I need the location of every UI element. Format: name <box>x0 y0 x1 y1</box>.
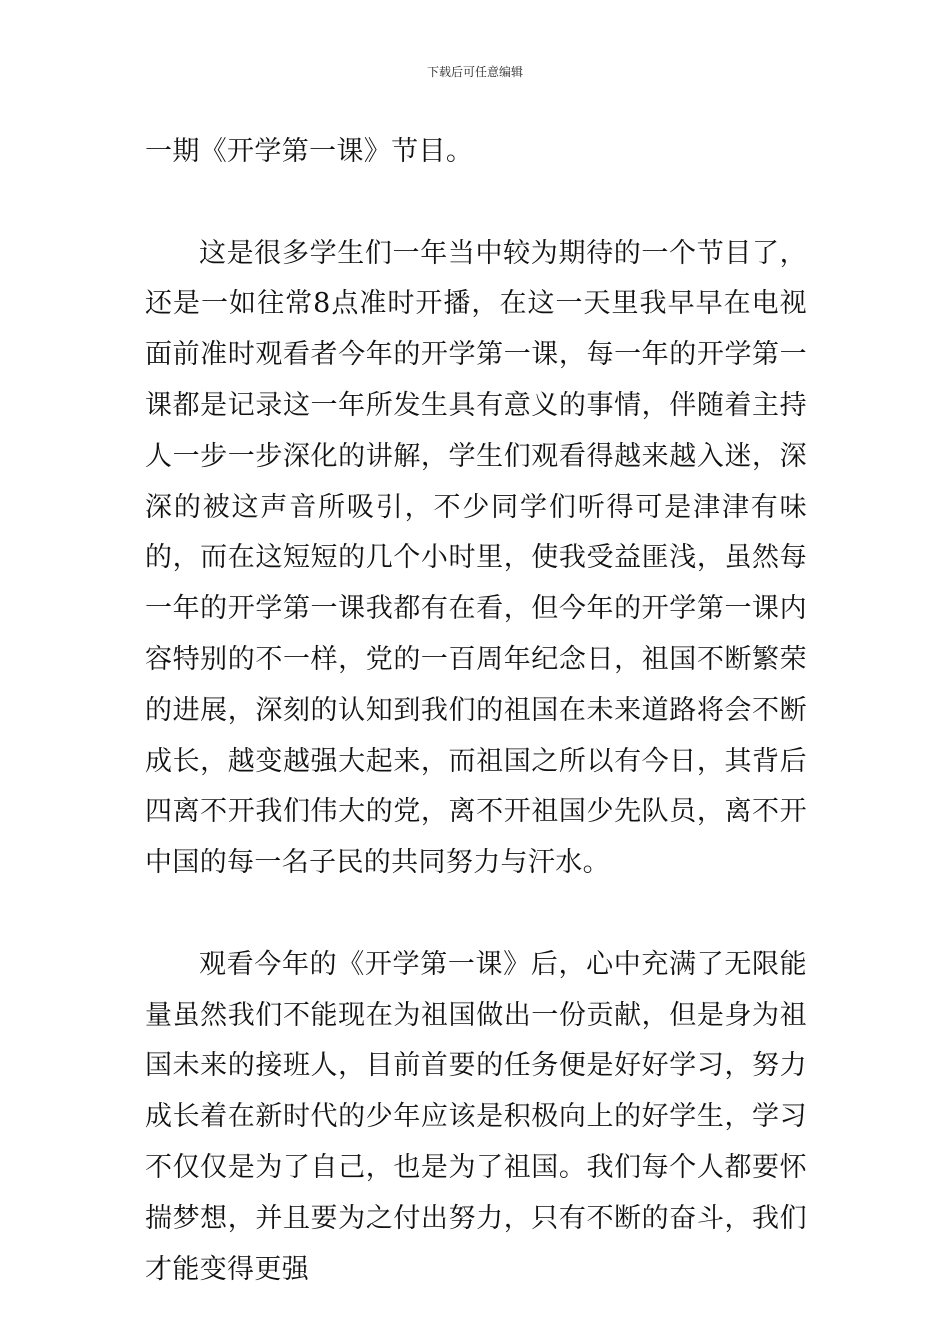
document-body <box>145 127 807 1295</box>
paragraph-reflection: 观看今年的《开学第一课》后，心中充满了无限能量虽然我们不能现在为祖国做出一份贡献，但是身为祖国未来的接班人，目前首要的任务便是好好学习，努力成长着在新时代的少年应该是积极向上的好学生，学习不仅仅是为了自己，也是为了祖国。我们每个人都要怀揣梦想，并且要为之付出努力，只有不断的奋斗，我们才能变得更强 <box>145 948 807 1285</box>
paragraph-spacer <box>145 889 807 940</box>
paragraph-watching: 这是很多学生们一年当中较为期待的一个节目了，还是一如往常8点准时开播，在这一天里我早早在电视面前准时观看者今年的开学第一课，每一年的开学第一课都是记录这一年所发生具有意义的事情，伴随着主持人一步一步深化的讲解，学生们观看得越来越入迷，深深的被这声音所吸引，不少同学们听得可是津津有味的，而在这短短的几个小时里，使我受益匪浅，虽然每一年的开学第一课我都有在看，但今年的开学第一课内容特别的不一样，党的一百周年纪念日，祖国不断繁荣的进展，深刻的认知到我们的祖国在未来道路将会不断成长，越变越强大起来，而祖国之所以有今日，其背后四离不开我们伟大的党，离不开祖国少先队员，离不开中国的每一名子民的共同努力与汗水。 <box>145 237 807 879</box>
page-header: 下载后可任意编辑 <box>426 65 523 79</box>
paragraph-continuation: 一期《开学第一课》节目。 <box>145 136 474 167</box>
paragraph-spacer <box>145 178 807 229</box>
